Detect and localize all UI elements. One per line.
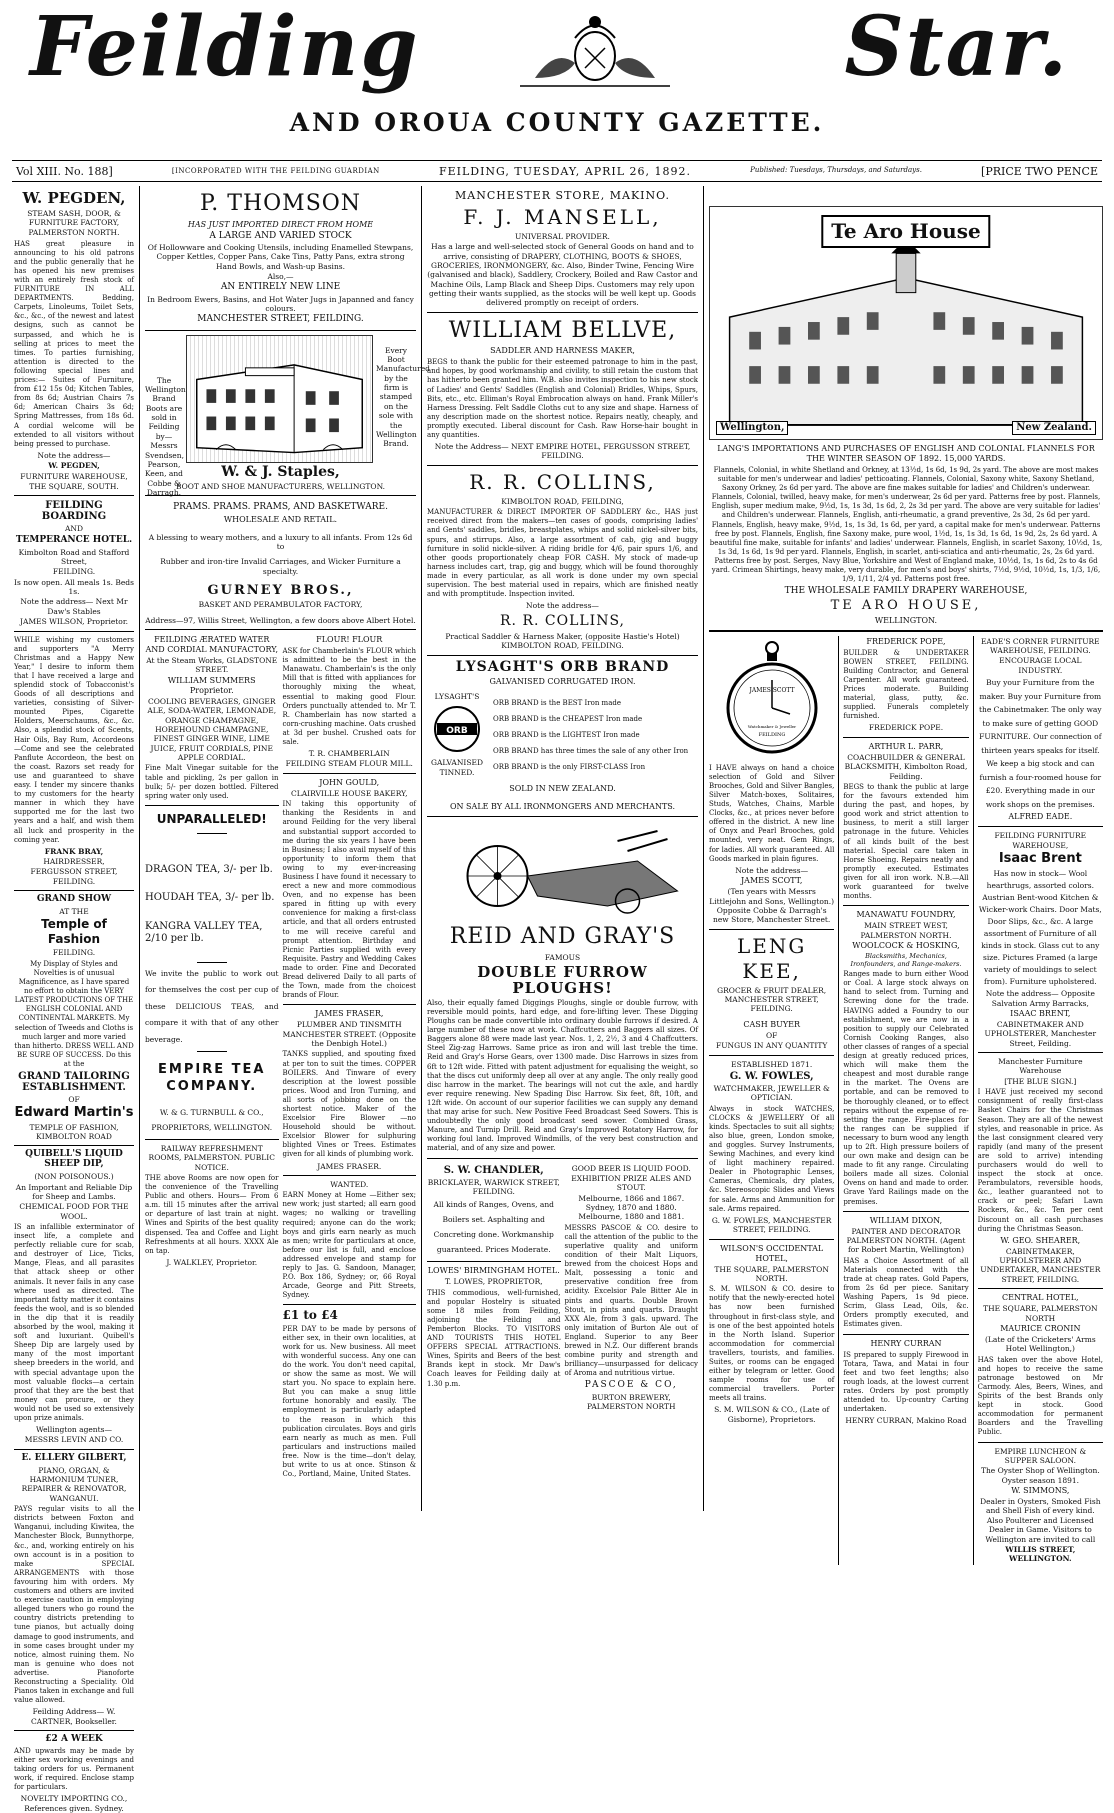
pounds-body: PER DAY to be made by persons of either sex, in their own localities, at work for us. New business. All meet with wonderful success. Any one can do the work. You don't need capital, or show the same as most. We will start you. No space to explain here. But you can make a snug little fortune honorably and easily. The employment is particularly adapted to the reason in which this publication circulates. Boys and girls earn nearly as much as men. Full particulars and instructions mailed free. Now is the time—don't delay, but write to us at once. Stinson & Co., Portland, Maine, United States.	[282, 1324, 416, 1479]
show-at: AT THE	[59, 907, 89, 917]
divider	[427, 1261, 561, 1262]
woolcock-head: WOOLCOCK & HOSKING,	[852, 940, 960, 950]
divider	[978, 1288, 1103, 1289]
leng-kee-sub: GROCER & FRUIT DEALER, MANCHESTER STREET, FEILDING.	[717, 985, 827, 1014]
price: [PRICE TWO PENCE	[981, 164, 1098, 178]
divider	[283, 1175, 417, 1176]
brent-sign-2: CABINETMAKER AND UPHOLSTERER, Manchester Street, Feilding.	[984, 1019, 1097, 1048]
gurney-address: Address—97, Willis Street, Wellington, a few doors above Albert Hotel.	[145, 615, 416, 625]
occidental-body: S. M. WILSON & CO. desire to notify that the newly-erected hotel has now been furnished throughout in first-class style, and is one of the best appointed hotels in the North Island. Superior accommodation for commercial travellers, tourists, and families. Suites, or rooms can be engaged either by telegram or letter. Good sample rooms for use of commercial travellers. Porter meets all trains.	[709, 1285, 835, 1403]
mansell-body: Has a large and well-selected stock of General Goods on hand and to arrive, consisting of DRAPERY, CLOTHING, BOOTS & SHOES, GROCERIES, IRONMONGERY, &c. Also, Binder Twine, Fencing Wire (galvanised and black), Saddlery, Crockery, Boiled and Raw Castor and Machine Oils, Lamp Black and Sheep Dips. Customers may rely upon getting their wants supplied, as the stocks will be well kept up. Goods delivered promptly on receipt of orders.	[427, 242, 698, 308]
foundry-head: MANAWATU FOUNDRY,	[856, 910, 956, 920]
thomson-head: P. THOMSON	[199, 191, 362, 216]
dip-agents: Wellington agents—	[35, 1425, 112, 1435]
beer-sign: PASCOE & CO,	[584, 1380, 678, 1391]
collins-head: R. R. COLLINS,	[469, 469, 656, 494]
eade-sub: ENCOURAGE LOCAL INDUSTRY.	[999, 656, 1082, 675]
flour-body: ASK for Chamberlain's FLOUR which is admitted to be the best in the Manawatu. Chamberlain's is the only Mill that is fitted with appliances for thoroughly mixing the wheat, essential to making good Flour. Orders punctually attended to. Mr T. R. Chamberlain has now started a corn-crushing machine. Oats crushed at 3d per bushel. Crushed oats for sale.	[282, 647, 416, 746]
reid-sub: DOUBLE FURROW PLOUGHS!	[477, 962, 648, 998]
divider	[14, 495, 134, 496]
shearer-top-2: [THE BLUE SIGN.]	[1004, 1076, 1077, 1086]
lowes-sign: T. LOWES, PROPRIETOR,	[444, 1277, 543, 1287]
orb-claim-1: ORB BRAND is the BEST Iron made	[493, 698, 621, 707]
curran-sign: HENRY CURRAN, Makino Road	[845, 1416, 967, 1426]
brent-body: Has now in stock— Wool hearthrugs, assorted colors. Austrian Bent-wood Kitchen & Wicker-work Chairs. Door Mats, Door Slips, &c., &c. A large assortment of Furniture of all kinds in stock. Glass cut to any size. Pictures Framed (a large variety of mouldings to select from). Furniture upholstered.	[978, 869, 1102, 987]
short-divider	[197, 1051, 227, 1052]
shearer-body: I HAVE just received my second consignment of really first-class Basket Chairs for the Christmas Season. They are all of the newest styles, and reasonable in price. As the last consignment cleared very rapidly (and many of the present are sold to arrive) intending purchasers would do well to inspect the stock at once. Perambulators, reversible hoods, &c., leather guaranteed not to crack or peel; Safari Lawn Rockers, &c., &c. Ten per cent Discount on all cash purchases during the Christmas Season.	[977, 1088, 1103, 1233]
show-grand: GRAND TAILORING ESTABLISHMENT.	[18, 1070, 130, 1093]
rail-body: THE above Rooms are now open for the convenience of the Travelling Public and others. Hours— From 6 a.m. till 15 minutes after the arrival or departure of last train at night. Wines and Spirits of the best quality dispensed. Tea and Coffee and Light Refreshments at all hours. XXXX Ale on tap.	[145, 1173, 279, 1255]
plough-engraving	[427, 821, 698, 921]
bray-trade: HAIRDRESSER,	[43, 857, 105, 867]
leng-kee-head: LENG KEE,	[736, 933, 807, 983]
thomson-also: Also,—	[267, 271, 294, 281]
chandler-sub: BRICKLAYER, WARWICK STREET, FEILDING.	[427, 1177, 560, 1196]
rail-sign: J. WALKLEY, Proprietor.	[166, 1257, 258, 1267]
show-body: My Display of Styles and Novelties is of unusual Magnificence, as I have spared no effort to obtain the VERY LATEST PRODUCTIONS OF THE ENGLISH COLONIAL AND CONTINENTAL MARKETS. My selection of Tweeds and Cloths is much larger and more varied than hitherto. DRESS WELL AND BE SURE OF SUCCESS. Do this at the	[14, 959, 134, 1068]
thomson-line-2: In Bedroom Ewers, Basins, and Hot Water Jugs in Japanned and fancy colours.	[147, 294, 414, 313]
week-body: AND upwards may be made by either sex working evenings and taking orders for us. Permanent work, if required. Enclose stamp for particulars.	[14, 1746, 134, 1792]
divider	[427, 816, 698, 817]
divider	[145, 330, 416, 331]
shearer-sign: W. GEO. SHEARER,	[1000, 1235, 1081, 1245]
mansell-top: MANCHESTER STORE, MAKINO.	[454, 189, 670, 202]
factory-building-icon	[187, 336, 372, 462]
column-4-right	[978, 636, 1103, 1565]
show-temple: Temple of Fashion	[41, 917, 107, 947]
aerated-name: WILLIAM SUMMERS Proprietor.	[167, 675, 256, 695]
divider	[145, 629, 416, 630]
bellve-address: Note the Address— NEXT EMPIRE HOTEL, FERGUSSON STREET, FEILDING.	[434, 442, 691, 461]
hotel-town: FEILDING.	[52, 567, 96, 577]
dip-body: IS an infallible exterminator of insect life, a complete and perfectly reliable cure for scab, and destroyer of Lice, Ticks, Mange, Fleas, and all parasites that attack sheep or other animals. It never fails in any case where used as directed. The important fatty matter it contains feeds the wool, and is so blended in the dip that it is readily absorbed by the wool, making it soft and luxuriant. Quibell's Sheep Dip are largely used by many of the most important sheep breeders in the world, and with special advantage upon the most valuable flocks—a certain proof that they are the best that money can procure, or they would not be used so extensively upon prize animals.	[14, 1223, 134, 1422]
show-martin-2: TEMPLE OF FASHION, KIMBOLTON ROAD	[29, 1122, 119, 1141]
prams-head: PRAMS. PRAMS. PRAMS, AND BASKETWARE.	[173, 502, 388, 513]
thomson-body: Of Hollowware and Cooking Utensils, including Enamelled Stewpans, Copper Kettles, Copper Pans, Cake Tins, Patty Pans, extra strong Hand Bowls, and Wash-up Basins.	[147, 242, 414, 271]
simmons-address: WILLIS STREET, WELLINGTON.	[1005, 1544, 1076, 1564]
crest-emblem	[515, 8, 675, 90]
leng-kee-fungus: FUNGUS IN ANY QUANTITY	[716, 1041, 828, 1051]
empire-lunch-body: The Oyster Shop of Wellington. Oyster season 1891.	[980, 1466, 1100, 1485]
wanted-head: WANTED.	[330, 1179, 369, 1189]
pegden-sign-2: FURNITURE WAREHOUSE,	[20, 471, 128, 481]
eade-body: Buy your Furniture from the maker. Buy your Furniture from the Cabinetmaker. The only way to make sure of getting GOOD FURNITURE. Our connection of thirteen years speaks for itself. We keep a big stock and can furnish a four-roomed house for £20. Everything made in our work shops on the premises.	[979, 678, 1102, 809]
staples-sub: BOOT AND SHOE MANUFACTURERS, WELLINGTON.	[175, 481, 386, 491]
te-aro-house: TE ARO HOUSE,	[830, 598, 982, 614]
show-of: OF	[68, 1094, 80, 1104]
central-head: CENTRAL HOTEL,	[1002, 1293, 1079, 1303]
aerated-sub: At the Steam Works, GLADSTONE STREET.	[146, 656, 278, 675]
dixon-head: WILLIAM DIXON,	[869, 1215, 943, 1225]
reid-body: Also, their equally famed Diggings Ploughs, single or double furrow, with reversible mould points, hard edge, and fore-lifting lever. These Digging Ploughs can be made convertible into ordinary double furrows if desired. A large number of these now at work. Chaffcutters and Baggers all sizes. Of Baggers alone 88 were made last year. Nos. 1, 2, 2½, 3 and 4 Chaffcutters. Steel Zig-zag Harrows. Same price as iron and will last treble the time. Reid and Gray's Horse Gears, over 1300 made. Disc Harrows in sizes from 6ft to 12ft wide. Fitted with patent adjustment for equalising the weight, so that the discs cut uniformly deep all over at any angle. The only really good disc harrow in the market. The bearings will not cut the axle, and hardly ever require renewing. New Spading Disc Harrow. Six feet, 8ft, 10ft, and 12ft wide. On account of our superior facilities we can supply any demand that may arise for such. New Positive Feed Broadcast Seed Sowers. This is undoubtedly the only good broadcast seed sower. Combined Grass, Manure, and Turnip Drill. Reid and Gray's Improved Rotatory Harrow, for working foul land. Improved Windmills, of the very best construction and material, and of any size and power.	[427, 998, 698, 1153]
divider	[427, 1158, 698, 1159]
divider	[843, 905, 968, 906]
collins-note: Note the address—	[526, 601, 599, 611]
flour-head: FLOUR! FLOUR	[316, 635, 383, 645]
column-rule	[973, 636, 974, 1565]
bellve-sub: SADDLER AND HARNESS MAKER,	[490, 346, 635, 356]
orb-logo-block	[427, 691, 487, 778]
bray-body: WHILE wishing my customers and supporters "A Merry Christmas and a Happy New Year," I desire to inform them that I have received a large and splendid stock of Tobacconist's Goods of all descriptions and varieties, consisting of Silver-mounted Pipes, Cigarette Holders, Meerschaums, &c., &c. Also, a splendid stock of Scents, Hair Oils, Bay Rum, Accordeons—Come and see the celebrated Panflute Accordeon, the best on the coast. Razors set ready for use and guaranteed to shave easy. I tender my sincere thanks to my customers for the hearty manner in which they have supported me for the last two years and a half, and wish them all luck and prosperity in the coming year.	[14, 635, 134, 844]
column-2-split	[145, 634, 416, 1481]
hotel-road: Kimbolton Road and Stafford Street,	[18, 547, 130, 566]
short-divider	[197, 962, 227, 963]
te-aro-body: Flannels, Colonial, in white Shetland and Orkney, at 13½d, 1s 6d, 1s 9d, 2s yard. The above are most makes suitable for men's underwear and ladies' petticoating. Flannels, Colonial, Saxony white, Saxony Shetland, Saxony Orkney, 2s 6d per yard. The above are fine makes suitable for ladies' and Children's underwear. Flannels, Colonial, twilled, heavy make, for men's underwear, 2s 6d per yard. Patterns free by post. Flannels, English, super medium make, 9½d, 1s, 1s 3d, 1s 6d, 2, 2s 3d per yard. The above are very suitable for ladies' and Children's underwear. Flannels, English, anti-rheumatic, a grand preventive, 2s 3d, 2s 6d per yard. Flannels, English, heavy make, 9½d, 1s, 1s 3d, 1s 6d, per yard, a capital make for men's underwear. Patterns free by post. Flannels, English, fine Saxony make, pure wool, 1½d, 1s, 1s 3d, 1s 6d, 1s 9d, 2s, 2s 6d yard. A beautiful fine make, suitable for infants' and ladies' underwear. Flannels, English, in scarlet Saxony, 10½d, 1s, 1s 3d, 1s 6d, 1s 9d per yard. Flannels, English, in scarlet, anti-sciatica and anti-rheumatic, 2s, 2s 6d yard. Patterns free by post. Serges, Navy Blue, Yorkshire and West of England make, 10½d, 1s, 1s 6d, 2s to 4s 6d yard. Crimean Shirtings, heavy make, very durable, for men's and boys' shirts, 7½d, 9½d, 10½d, 1s, 1/3, 1/6, 1/9, 1/11, 2/4 yd. Patterns post free.	[709, 466, 1103, 584]
brent-head: Isaac Brent	[998, 850, 1082, 866]
gilbert-head: E. ELLERY GILBERT,	[21, 1452, 127, 1463]
watch-brand: JAMES SCOTT	[749, 686, 795, 694]
brent-note: Note the address— Opposite Salvation Army Barracks,	[985, 989, 1095, 1008]
te-aro-nz: New Zealand.	[1012, 421, 1096, 436]
hotel-note: Note the address— Next Mr Daw's Stables	[20, 597, 128, 616]
column-2-right	[283, 634, 417, 1481]
beer-sub: EXHIBITION PRIZE ALES AND STOUT.	[571, 1173, 692, 1193]
dip-sub-3: CHEMICAL FOOD FOR THE WOOL.	[19, 1202, 129, 1221]
collins-body: MANUFACTURER & DIRECT IMPORTER OF SADDLERY &c., HAS just received direct from the makers—ten cases of goods, comprising ladies' and Gents' saddles, bridles, breastplates, whips and solid nickel-silver bits, spurs, and stirrups. Also, a large assortment of cab, gig and buggy furniture in solid nickle-silver. A riding bridle for 4/6, pair spurs 1/6, and other goods proportionately cheap FOR CASH. My stock of made-up harness includes cart, trap, gig and buggy, which will be found thoroughly made in every particular, as all work is done under my own special supervision. The best material used in repairs, which are finished neatly and with promptitude. Inspection invited.	[427, 508, 698, 599]
beer-head: GOOD BEER IS LIQUID FOOD.	[571, 1163, 691, 1173]
beer-sign-2: BURTON BREWERY, PALMERSTON NORTH	[586, 1392, 676, 1411]
eade-sign: ALFRED EADE.	[1008, 812, 1073, 822]
dip-sub: (NON POISONOUS.)	[34, 1172, 114, 1182]
orb-galvanised: GALVANISED TINNED.	[431, 758, 483, 777]
empire-tea-sub: W. & G. TURNBULL & CO., PROPRIETORS, WELLINGTON.	[151, 1107, 273, 1132]
thomson-sub-2: A LARGE AND VARIED STOCK	[209, 230, 352, 241]
column-4	[705, 186, 1107, 1564]
empire-tea-head: EMPIRE TEA COMPANY.	[158, 1062, 266, 1094]
simmons-body: Dealer in Oysters, Smoked Fish and Shell Fish of every kind. Also Poulterer and Licensed Dealer in Game. Visitors to Wellington are invited to call	[980, 1497, 1101, 1544]
te-aro-city: WELLINGTON.	[874, 615, 938, 625]
shearer-top: Manchester Furniture Warehouse	[998, 1057, 1083, 1076]
show-head: GRAND SHOW	[36, 894, 112, 905]
short-divider	[197, 833, 227, 834]
parr-head: ARTHUR L. PARR,	[868, 741, 944, 751]
column-2	[141, 186, 430, 1511]
gilbert-trade: PIANO, ORGAN, & HARMONIUM TUNER, REPAIRER & RENOVATOR, WANGANUI.	[21, 1465, 127, 1503]
hotel-sign: JAMES WILSON, Proprietor.	[20, 617, 128, 627]
fraser-body: TANKS supplied, and spouting fixed at per ton to suit the times. COPPER BOILERS. And Tinware of every description at the lowest possible prices. Wood and Iron Turning, and all sorts of jobbing done on the shortest notice. Maker of the Excelsior Fire Blower —no Household should be without. Excelsior Blower for sulphuring blighted Vines or Trees. Estimates given for all kinds of plumbing work.	[282, 1050, 416, 1159]
orb-sold: SOLD IN NEW ZEALAND.	[509, 784, 616, 794]
column-rule	[421, 186, 422, 1511]
bray-address: FERGUSSON STREET, FEILDING.	[30, 867, 118, 886]
pegden-sign-3: THE SQUARE, SOUTH.	[29, 481, 119, 491]
tea-houdah: HOUDAH TEA, 3/- per lb.	[145, 892, 275, 904]
pegden-body: HAS great pleasure in announcing to his old patrons and the public generally that he has opened his new premises with an entirely fresh stock of FURNITURE IN ALL DEPARTMENTS. Bedding, Carpets, Linoleums, Toilet Sets, &c., &c., of the newest and latest designs, such as cannot be surpassed, and which he is selling at prices to meet the times. To parties furnishing, attention is directed to the following special lines and prices:— Suites of Furniture, from £12 15s 0d; Kitchen Tables, from 8s 6d; Austrian Chairs 7s 6d; American Chairs 3s 6d; Spring Mattresses, from 18s 6d. A cordial welcome will be extended to all visitors without being pressed to purchase.	[14, 239, 134, 448]
gurney-sub: BASKET AND PERAMBULATOR FACTORY,	[198, 600, 363, 610]
plough-icon	[427, 821, 698, 921]
mansell-head: F. J. MANSELL,	[463, 204, 662, 229]
divider	[283, 1304, 417, 1305]
divider	[283, 1004, 417, 1005]
divider	[427, 465, 698, 466]
fowles-established: ESTABLISHED 1871.	[731, 1059, 813, 1069]
foundry-sub: MAIN STREET WEST, PALMERSTON NORTH.	[860, 921, 952, 940]
column-rule	[703, 186, 704, 1511]
divider	[709, 1239, 834, 1240]
scott-sub: (Ten years with Messrs Littlejohn and Sons, Wellington.) Opposite Cobbe & Darragh's new Store, Manchester Street.	[709, 887, 835, 925]
week-sign: NOVELTY IMPORTING CO., References given. Sydney.	[20, 1794, 128, 1813]
divider	[843, 737, 968, 738]
divider	[709, 929, 834, 930]
gurney-head: GURNEY BROS.,	[207, 583, 354, 599]
thomson-address: MANCHESTER STREET, FEILDING.	[197, 314, 364, 325]
masthead-title-left: Feilding	[30, 0, 420, 95]
factory-engraving	[186, 335, 373, 463]
bellve-head: WILLIAM BELLVE,	[448, 317, 677, 343]
eade-head: EADE'S CORNER FURNITURE WAREHOUSE, FEILDING.	[980, 636, 1100, 656]
pegden-town: PALMERSTON NORTH.	[28, 228, 120, 238]
divider	[709, 1055, 834, 1056]
volume-number: Vol XIII. No. 188]	[16, 164, 113, 178]
flour-sign: T. R. CHAMBERLAIN	[308, 749, 390, 759]
divider	[145, 495, 416, 496]
fowles-sub: WATCHMAKER, JEWELLER & OPTICIAN.	[713, 1083, 830, 1103]
hotel-and: AND	[65, 524, 83, 534]
scott-note: Note the address—	[735, 865, 809, 875]
collins-sub: KIMBOLTON ROAD, FEILDING,	[501, 496, 624, 506]
pegden-trade: STEAM SASH, DOOR, & FURNITURE FACTORY,	[27, 208, 121, 227]
thomson-line: AN ENTIRELY NEW LINE	[220, 282, 341, 293]
orb-lysaght: LYSAGHT'S	[434, 692, 480, 702]
staples-right: Every Boot Manufactured by the firm is stamped on the sole with the Wellington Brand.	[376, 345, 430, 449]
fraser-sign: JAMES FRASER.	[317, 1161, 382, 1171]
beer-body: MESSRS PASCOE & CO. desire to call the attention of the public to the superlative quality and uniform condition of their Malt Liquors, brewed from the choicest Hops and Malt, possessing a tonic and preservative condition free from acidity. Excelsior Pale Bitter Ale in pints and quarts. Double Brown Stout, in pints and quarts. Draught XXX Ale, from 3 gals. upward. The only imitation of Burton Ale out of England. Superior to any Beer brewed in N.Z. Our different brands combine purity and strength and brilliancy—unsurpassed for delicacy of Aroma and nutritious virtue.	[564, 1223, 698, 1378]
aerated-body: Fine Malt Vinegar suitable for the table and pickling, 2s per gallon in bulk; 5/- per dozen bottled. Filtered spring water only used.	[145, 764, 279, 800]
dip-agents-2: MESSRS LEVIN AND CO.	[24, 1435, 124, 1445]
lowes-body: THIS commodious, well-furnished, and popular Hostelry is situated some 18 miles from Feilding, adjoining the Feilding and Pemberton Blocks. TO VISITORS AND TOURISTS THIS HOTEL OFFERS SPECIAL ATTRACTIONS. Wines, Spirits and Beers of the best Brands kept in stock. Mr Daw's Coach leaves for Feilding daily at 1.30 p.m.	[427, 1288, 561, 1388]
prams-body-2: Rubber and iron-tire Invalid Carriages, and Wicker Furniture a specialty.	[160, 557, 401, 576]
dip-head: QUIBELL'S LIQUID SHEEP DIP,	[25, 1149, 123, 1170]
divider	[145, 805, 279, 806]
incorporated-note: [INCORPORATED WITH THE FEILDING GUARDIAN	[171, 167, 380, 175]
divider	[978, 1442, 1103, 1443]
tea-body: We invite the public to work out for themselves the cost per cup of these DELICIOUS TEAS, and compare it with that of any other beverage.	[145, 968, 279, 1044]
dixon-body: HAS a Choice Assortment of all Materials connected with the trade at cheap rates. Gold Papers, from 2s 6d per piece. Sanitary Washing Papers, 1s 9d piece. Scrim, Glass Lead, Oils, &c. Orders promptly executed, and Estimates given.	[843, 1256, 969, 1329]
publication-days: Published: Tuesdays, Thursdays, and Saturdays.	[750, 166, 922, 175]
divider	[427, 655, 698, 656]
orb-claim-2: ORB BRAND is the CHEAPEST Iron made	[493, 714, 643, 723]
central-late: (Late of the Cricketers' Arms Hotel Wellington,)	[984, 1334, 1096, 1354]
lowes-head: LOWES' BIRMINGHAM HOTEL.	[427, 1266, 560, 1276]
divider	[145, 1139, 279, 1140]
central-body: HAS taken over the above Hotel, and hopes to receive the same patronage bestowed on Mr Carmody. Ales, Beers, Wines, and Spirits of the best Brands only kept in stock. Good accommodation for permanent Boarders and the Travelling Public.	[977, 1355, 1103, 1437]
divider	[14, 890, 134, 891]
hotel-open: Is now open. All meals 1s. Beds 1s.	[14, 577, 134, 597]
masthead-title-right: Star.	[844, 0, 1069, 95]
occidental-head: WILSON'S OCCIDENTAL HOTEL,	[720, 1243, 824, 1263]
masthead-subtitle: AND OROUA COUNTY GAZETTE.	[289, 108, 825, 137]
aerated-head: FEILDING ÆRATED WATER AND CORDIAL MANUFACTORY,	[145, 635, 279, 655]
column-3-right	[565, 1163, 699, 1413]
reid-head: REID AND GRAY'S	[449, 924, 676, 950]
gould-sub: CLAIRVILLE HOUSE BAKERY,	[291, 788, 408, 798]
orb-claim-3: ORB BRAND is the LIGHTEST Iron made	[493, 730, 640, 739]
pope-sign: FREDERICK POPE.	[868, 723, 944, 733]
divider	[427, 312, 698, 313]
week-head: £2 A WEEK	[45, 1734, 103, 1745]
divider	[283, 773, 417, 774]
empire-lunch: EMPIRE LUNCHEON & SUPPER SALOON.	[994, 1446, 1087, 1465]
prams-sub: WHOLESALE AND RETAIL.	[223, 514, 338, 524]
wanted-body: EARN Money at Home —Either sex; new work; just started; all earn good wages; no walking or travelling required; anyone can do the work; boys and girls earn nearly as much as men; write for particulars at once, before our list is full, and enclose addressed envelope and stamp for reply to Jas. G. Sandoon, Manager, P.O. Box 186, Sydney; or, 66 Royal Arcade, George and Pitt Streets, Sydney.	[282, 1191, 416, 1300]
brent-top: FEILDING FURNITURE WAREHOUSE,	[994, 831, 1087, 850]
divider	[14, 1449, 134, 1450]
te-aro-wholesale: THE WHOLESALE FAMILY DRAPERY WAREHOUSE,	[784, 586, 1028, 597]
unparalleled-head: UNPARALLELED!	[156, 811, 267, 826]
central-sub: THE SQUARE, PALMERSTON NORTH	[983, 1304, 1098, 1323]
divider	[14, 631, 134, 632]
divider	[978, 1052, 1103, 1053]
simmons-head: W. SIMMONS,	[1011, 1486, 1070, 1496]
orb-claim-4: ORB BRAND has three times the sale of any other Iron	[493, 746, 689, 755]
fowles-sign: G. W. FOWLES, MANCHESTER STREET, FEILDING.	[711, 1215, 832, 1235]
tea-dragon: DRAGON TEA, 3/- per lb.	[145, 863, 273, 875]
orb-sub: GALVANISED CORRUGATED IRON.	[489, 677, 636, 687]
shearer-sign-2: CABINETMAKER, UPHOLSTERER AND UNDERTAKER, MANCHESTER STREET, FEILDING.	[980, 1246, 1101, 1284]
reid-famous: FAMOUS	[544, 952, 581, 962]
show-martin: Edward Martin's	[14, 1105, 134, 1121]
column-3	[423, 186, 702, 1511]
show-town: FEILDING.	[52, 948, 96, 958]
curran-body: IS prepared to supply Firewood in Totara, Tawa, and Matai in four feet and two feet lengths; also rough loads, at the lowest current rates. Orders by post promptly attended to. Up-country Carting undertaken.	[843, 1350, 969, 1414]
column-4-middle	[843, 636, 968, 1565]
fowles-body: Always in stock WATCHES, CLOCKS & JEWELLERY Of all kinds. Spectacles to suit all sights; also blue, green, London smoke, and goggles. Survey Instruments, Sewing Machines, and every kind of light machinery repaired. Dealer in Photographic Lenses, Cameras, Chemicals, dry plates, &c. Stereoscopic Slides and Views for sale. Arms and Ammunition for sale. Arms repaired.	[709, 1104, 835, 1213]
collins-sign: R. R. COLLINS,	[500, 612, 625, 629]
divider	[843, 1211, 968, 1212]
bray-name: FRANK BRAY,	[44, 846, 104, 856]
brent-sign: ISAAC BRENT,	[1010, 1008, 1071, 1018]
column-4-split	[709, 636, 1103, 1565]
gould-body: IN taking this opportunity of thanking the Residents in and around Feilding for the very liberal and substantial support accorded to me during the six years I have been in Business; I also avail myself of this opportunity to inform them that owing to my ever-increasing Business I have found it necessary to erect a new and more commodious Oven, and no expense has been spared in fitting up with every convenience for making a first-class article, and that all orders entrusted to me will receive careful and prompt attention. Birthday and Picnic Parties supplied with every Requisite. Pastry and Wedding Cakes made to order. Fine and Decorated Bread delivered Daily to all parts of the Town, made from the choicest brands of Flour.	[282, 800, 416, 1000]
rail-head: RAILWAY REFRESHMENT ROOMS, PALMERSTON. PUBLIC NOTICE.	[148, 1143, 275, 1172]
pope-body: BUILDER & UNDERTAKER BOWEN STREET, FEILDING. Building Contractor, and General Carpenter. All work guaranteed. Prices moderate. Building material, glass, putty, &c. supplied. Funerals completely furnished.	[843, 648, 969, 721]
aerated-list: COOLING BEVERAGES, GINGER ALE, SODA-WATER, LEMONADE, ORANGE CHAMPAGNE, HOREHOUND CHAMPAGNE, FINEST GINGER WINE, LIME JUICE, FRUIT CORDIALS, PINE APPLE CORDIAL.	[147, 696, 277, 763]
te-aro-intro: LANG'S IMPORTATIONS AND PURCHASES OF ENGLISH AND COLONIAL FLANNELS FOR THE WINTER SEASON OF 1892. 15,000 YARDS.	[717, 444, 1095, 463]
orb-globe-icon	[431, 703, 483, 755]
divider	[978, 826, 1103, 827]
parr-sub: COACHBUILDER & GENERAL BLACKSMITH, Kimbolton Road, Feilding.	[844, 752, 968, 781]
divider	[843, 1334, 968, 1335]
hotel-name-2: TEMPERANCE HOTEL.	[15, 534, 133, 545]
fraser-sub: PLUMBER AND TINSMITH MANCHESTER STREET. (Opposite the Denbigh Hotel.)	[282, 1020, 416, 1049]
column-3-left	[427, 1163, 561, 1413]
hotel-name: FEILDING BOARDING	[41, 500, 107, 523]
gilbert-body: PAYS regular visits to all the districts between Foxton and Wanganui, including Kiwitea, the Manchester Block, Bunnythorpe, &c., and, working entirely on his own account is in a position to make SPECIAL ARRANGEMENTS with those favouring him with orders. My customers and others are invited to exercise caution in employing alleged tuners who go round the country districts pretending to tune pianos, but actually doing damage to good instruments, and in some cases brought under my notice, almost ruining them. No man is genuine who does not advertise. Pianoforte Reconstructing a Speciality. Old Pianos taken in exchange and full value allowed.	[14, 1505, 134, 1705]
pegden-sign: W. PEGDEN,	[48, 461, 100, 471]
issue-date: FEILDING, TUESDAY, APRIL 26, 1892.	[438, 164, 692, 178]
orb-claims	[493, 694, 698, 776]
central-name: MAURICE CRONIN	[1000, 1323, 1081, 1333]
divider	[709, 630, 1103, 632]
orb-claim-5: ORB BRAND is the only FIRST-CLASS Iron	[493, 762, 646, 771]
woolcock-body: Ranges made to burn either Wood or Coal. A large stock always on hand to select from. Turning and Screwing done for the trade. HAVING added a Foundry to our establishment, we are now in a position to supply our Celebrated Cornish Cooking Ranges, also other classes of ranges of a special design at greatly reduced prices, which will make them the cheapest and most durable range in the market. The Ovens are portable, and can be removed to be thoroughly cleaned, or to effect repairs without the expense of re-setting the range. Fire-places for the ranges can be supplied if necessary to burn wood any length up to 2ft. High pressure boilers of our own make and design can be made to fit any range. Circulating boilers made all sizes. Colonial Ovens on hand and made to order. Grave Yard Railings made on the premises.	[843, 970, 969, 1206]
chandler-body: All kinds of Ranges, Ovens, and Boilers set. Asphalting and Concreting done. Workmanship guaranteed. Prices Moderate.	[433, 1200, 554, 1255]
beer-medals: Melbourne, 1866 and 1867. Sydney, 1870 and 1880. Melbourne, 1880 and 1881.	[578, 1193, 685, 1222]
watch-town: FEILDING	[758, 731, 786, 738]
orb-block	[427, 691, 698, 778]
column-3-split	[427, 1163, 698, 1413]
pegden-name: W. PEGDEN,	[22, 189, 126, 207]
fraser-head: JAMES FRASER,	[315, 1009, 384, 1019]
collins-sign-2: Practical Saddler & Harness Maker, (opposite Hastie's Hotel) KIMBOLTON ROAD, FEILDING.	[445, 632, 680, 651]
dixon-sub: PAINTER AND DECORATOR PALMERSTON NORTH. (Agent for Robert Martin, Wellington)	[846, 1226, 966, 1255]
masthead	[0, 0, 1114, 150]
thomson-sub: HAS JUST IMPORTED DIRECT FROM HOME	[187, 219, 374, 229]
tea-kangra: KANGRA VALLEY TEA, 2/10 per lb.	[145, 920, 263, 945]
orb-head: LYSAGHT'S ORB BRAND	[455, 658, 670, 675]
fowles-head: G. W. FOWLES,	[729, 1070, 814, 1082]
curran-head: HENRY CURRAN	[870, 1338, 942, 1348]
staples-head: W. & J. Staples,	[221, 463, 340, 480]
pope-head: FREDERICK POPE,	[866, 636, 946, 646]
occidental-sub: THE SQUARE, PALMERSTON NORTH.	[714, 1264, 829, 1283]
column-4-left	[709, 636, 834, 1565]
divider	[14, 1730, 134, 1731]
te-aro-sign: Te Aro House	[821, 215, 990, 248]
te-aro-wellington: Wellington,	[716, 421, 788, 436]
gould-head: JOHN GOULD,	[319, 777, 380, 787]
prams-body: A blessing to weary mothers, and a luxury to all infants. From 12s 6d to	[148, 532, 413, 551]
bellve-body: BEGS to thank the public for their esteemed patronage to him in the past, and hopes, by good workmanship and civility, to still retain the custom that has hitherto been granted him. W.B. also invites inspection to his new stock of Ladies' and Gents' Saddles (English and Colonial) Bridles, Whips, Spurs, Bits, etc., etc. Elliman's Royal Embrocation always on hand. Frank Miller's Harness Dressing. Felt Saddle Cloths cut to any size and shape. Harness of any description made on the shortest notice. Repairs neatly, cheaply, and promptly executed. Liberal discount for Cash. Raw Horse-hair bought in any quantities.	[427, 358, 698, 439]
gilbert-agent: Feilding Address— W. CARTNER, Bookseller.	[31, 1707, 117, 1726]
scott-body: I HAVE always on hand a choice selection of Gold and Silver Brooches, Gold and Silver Bangles, Silver Match-boxes, Solitaires, Studs, Watches, Chains, Marble Clocks, &c., at prices never before offered in the district. A new line of Onyx and Pearl Brooches, gold mounted, very neat. Gem Rings, for ladies. All work guaranteed. All Goods marked in plain figures.	[709, 763, 835, 863]
watch-illustration	[722, 640, 822, 760]
staples-left: The Wellington Brand Boots are sold in Feilding by— Messrs Svendsen, Pearson, Keen, and Cobbe & Darragh.	[145, 375, 186, 497]
te-aro-engraving	[709, 206, 1103, 440]
divider	[14, 1145, 134, 1146]
leng-kee-of: OF	[765, 1030, 778, 1040]
watch-text: Watchmaker & Jeweller	[747, 723, 796, 729]
leng-kee-buyer: CASH BUYER	[743, 1019, 800, 1029]
flour-sign-2: FEILDING STEAM FLOUR MILL.	[285, 759, 413, 769]
woolcock-sub: Blacksmiths, Mechanics, Ironfounders, and Range-makers.	[850, 951, 962, 969]
occidental-sign: S. M. WILSON & CO., (Late of Gisborne), Proprietors.	[714, 1405, 830, 1424]
chandler-head: S. W. CHANDLER,	[443, 1164, 544, 1176]
mansell-sub: UNIVERSAL PROVIDER.	[515, 231, 610, 241]
parr-body: BEGS to thank the public at large for the favours extended him during the past, and hopes, by good work and strict attention to business, to merit a still larger patronage in the future. Vehicles of all kinds built of the best material. Special care taken in Horse Shoeing. Repairs neatly and promptly executed. Estimates given for all iron work. N.B.—All work guaranteed for twelve months.	[843, 782, 969, 901]
dateline-bar	[12, 160, 1102, 182]
pounds-head: £1 to £4	[282, 1308, 338, 1323]
column-rule	[838, 636, 839, 1565]
column-1	[10, 186, 138, 1813]
pocket-watch-icon	[722, 640, 822, 760]
column-2-left	[145, 634, 279, 1481]
orb-sale: ON SALE BY ALL IRONMONGERS AND MERCHANTS.	[449, 802, 676, 812]
dip-sub-2: An Important and Reliable Dip for Sheep and Lambs.	[15, 1182, 133, 1201]
column-rule	[139, 186, 140, 1511]
scott-name: JAMES SCOTT,	[740, 876, 803, 886]
pegden-note: Note the address—	[37, 450, 111, 460]
orb-logo-text: ORB	[446, 725, 468, 736]
